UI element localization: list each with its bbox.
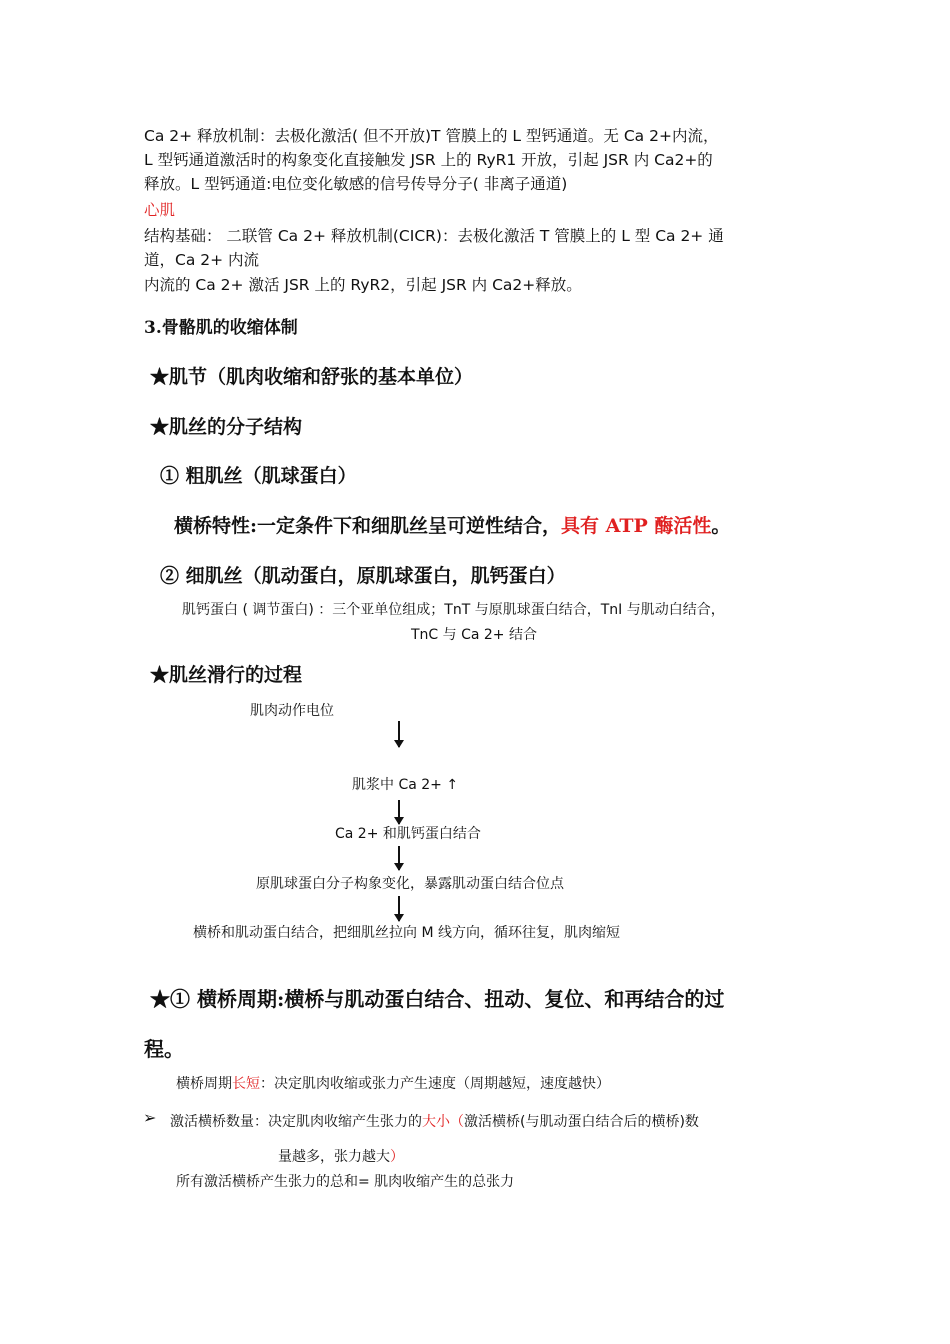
crossbridge-property-end: 。 <box>711 515 731 537</box>
para1-line2: L 型钙通道激活时的构象变化直接触发 JSR 上的 RyR1 开放，引起 JSR 内 Ca2+的 <box>144 151 713 169</box>
crossbridge-count-desc: 激活横桥(与肌动蛋白结合后的横桥)数 <box>464 1114 699 1130</box>
cardiac-line1: 结构基础： 二联管 Ca 2+ 释放机制(CICR)：去极化激活 T 管膜上的 L 型 Ca 2+ 通 <box>144 227 724 245</box>
total-tension-line: 所有激活横桥产生张力的总和= 肌肉收缩产生的总张力 <box>176 1174 515 1190</box>
flow-arrow-2 <box>398 800 400 824</box>
flow-step-4: 原肌球蛋白分子构象变化，暴露肌动蛋白结合位点 <box>256 876 564 892</box>
flow-step-5: 横桥和肌动蛋白结合，把细肌丝拉向 M 线方向，循环往复，肌肉缩短 <box>193 925 620 941</box>
crossbridge-count-close: ） <box>390 1149 404 1165</box>
crossbridge-count-cont: 量越多，张力越大 <box>278 1149 390 1165</box>
bullet-arrow-icon: ➢ <box>143 1108 157 1127</box>
cardiac-line3: 内流的 Ca 2+ 激活 JSR 上的 RyR2，引起 JSR 内 Ca2+释放。 <box>144 276 582 294</box>
atpase-highlight: 具有 ATP 酶活性 <box>561 515 712 537</box>
cycle-duration-desc: ：决定肌肉收缩或张力产生速度（周期越短，速度越快） <box>260 1076 610 1092</box>
flow-arrow-3 <box>398 846 400 870</box>
flow-arrow-4 <box>398 896 400 921</box>
crossbridge-count-highlight: 大小（ <box>422 1114 464 1130</box>
flow-step-3: Ca 2+ 和肌钙蛋白结合 <box>335 826 481 842</box>
thick-filament-title: ① 粗肌丝（肌球蛋白） <box>160 465 357 487</box>
filament-structure-heading: ★肌丝的分子结构 <box>150 416 303 438</box>
cycle-duration-line <box>176 1073 610 1093</box>
sliding-heading: ★肌丝滑行的过程 <box>150 664 303 686</box>
crossbridge-count-text: 激活横桥数量：决定肌肉收缩产生张力的 <box>170 1114 422 1130</box>
crossbridge-property-text: 横桥特性:一定条件下和细肌丝呈可逆性结合， <box>174 515 562 537</box>
sarcomere-heading: ★肌节（肌肉收缩和舒张的基本单位） <box>150 366 474 388</box>
cardiac-line2: 道，Ca 2+ 内流 <box>144 251 260 269</box>
section-heading: 3.骨骼肌的收缩体制 <box>144 318 298 338</box>
crossbridge-count-line1 <box>170 1111 699 1131</box>
crossbridge-property <box>174 511 730 538</box>
crossbridge-cycle-title-line1: ★① 横桥周期:横桥与肌动蛋白结合、扭动、复位、和再结合的过 <box>150 987 725 1011</box>
crossbridge-cycle-title-line2: 程。 <box>144 1037 184 1061</box>
troponin-line2: TnC 与 Ca 2+ 结合 <box>411 627 537 643</box>
cardiac-label: 心肌 <box>144 201 176 219</box>
flow-step-2: 肌浆中 Ca 2+ ↑ <box>352 777 459 793</box>
thin-filament-title: ② 细肌丝（肌动蛋白，原肌球蛋白，肌钙蛋白） <box>160 565 566 587</box>
crossbridge-count-line2 <box>278 1146 404 1166</box>
troponin-line1: 肌钙蛋白 ( 调节蛋白) ：三个亚单位组成；TnT 与原肌球蛋白结合，TnI 与肌动白结合， <box>182 602 725 618</box>
flow-arrow-1 <box>398 721 400 747</box>
cycle-duration-text: 横桥周期 <box>176 1076 232 1092</box>
cycle-duration-highlight: 长短 <box>232 1076 260 1092</box>
para1-line1: Ca 2+ 释放机制：去极化激活( 但不开放)T 管膜上的 L 型钙通道。无 Ca 2+内流， <box>144 127 719 145</box>
para1-line3: 释放。L 型钙通道:电位变化敏感的信号传导分子( 非离子通道) <box>144 175 568 193</box>
flow-step-1: 肌肉动作电位 <box>250 703 334 719</box>
